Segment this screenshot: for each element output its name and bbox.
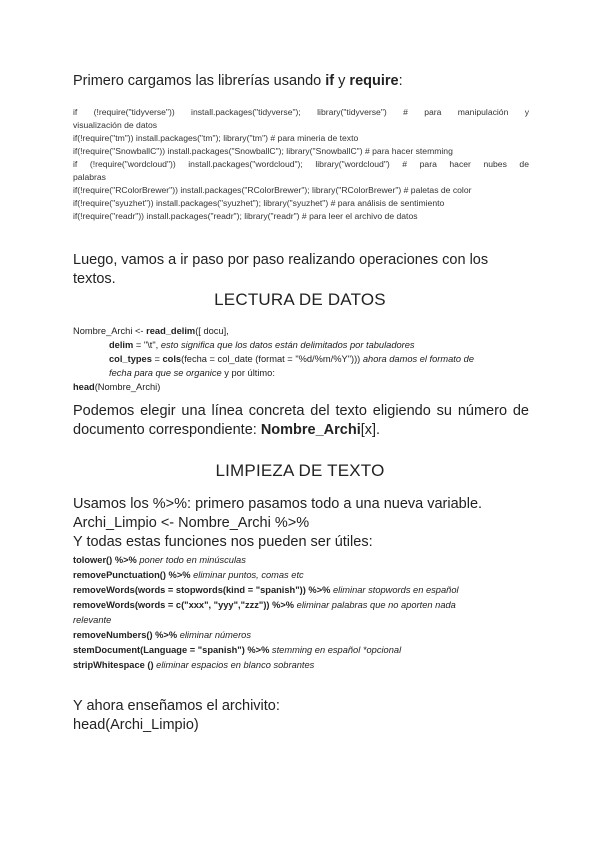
list-item: stemDocument(Language = "spanish") %>% stemming en español *opcional — [73, 645, 402, 655]
intro-mid: y — [334, 73, 350, 89]
code-line: if(!require("readr")) install.packages("readr"); library("readr") # para leer el archivo de datos — [73, 211, 418, 221]
code-line: visualización de datos — [73, 120, 158, 130]
limpieza-paragraph-3: Y todas estas funciones nos pueden ser útiles: — [73, 534, 373, 550]
intro-text: Primero cargamos las librerías usando — [73, 73, 326, 89]
list-item: removeNumbers() %>% eliminar números — [73, 630, 251, 640]
code-line: if(!require("tm")) install.packages("tm"); library("tm") # para mineria de texto — [73, 133, 359, 143]
ending-paragraph-1: Y ahora enseñamos el archivito: — [73, 698, 280, 714]
intro-post: : — [398, 73, 403, 89]
list-item: removeWords(words = c("xxx", "yyy","zzz")) %>% eliminar palabras que no aporten nada — [73, 600, 456, 610]
lectura-line-2: delim = "\t", esto significa que los datos están delimitados por tabuladores — [109, 340, 415, 350]
list-item: removePunctuation() %>% eliminar puntos, comas etc — [73, 570, 304, 580]
keyword-if: if — [325, 73, 335, 89]
list-item: tolower() %>% poner todo en minúsculas — [73, 555, 246, 565]
lectura-line-3: col_types = cols(fecha = col_date (format = "%d/%m/%Y"))) ahora damos el formato de — [109, 354, 474, 364]
intro-paragraph — [73, 72, 529, 91]
lectura-line-4: fecha para que se organice y por último: — [109, 368, 275, 378]
fn-read-delim: read_delim — [146, 326, 196, 336]
code-line: if (!require("wordcloud")) install.packages("wordcloud"); library("wordcloud") # para hacer nubes de — [73, 159, 529, 169]
code-line: if(!require("SnowballC")) install.packages("SnowballC"); library("SnowballC") # para hacer stemming — [73, 146, 453, 156]
lectura-code — [73, 324, 529, 394]
keyword-require: require — [349, 73, 399, 89]
luego-paragraph: Luego, vamos a ir paso por paso realizando operaciones con los textos. — [73, 252, 489, 287]
lectura-line-5: head(Nombre_Archi) — [73, 382, 161, 392]
code-line: if(!require("RColorBrewer")) install.packages("RColorBrewer"); library("RColorBrewer") # paletas de color — [73, 185, 472, 195]
code-line: if(!require("syuzhet")) install.packages("syuzhet"); library("syuzhet") # para análisis de sentimiento — [73, 198, 445, 208]
heading-limpieza: LIMPIEZA DE TEXTO — [215, 461, 385, 480]
limpieza-paragraph-1: Usamos los %>%: primero pasamos todo a una nueva variable. — [73, 496, 483, 512]
heading-lectura: LECTURA DE DATOS — [214, 290, 386, 309]
code-line: if (!require("tidyverse")) install.packages("tidyverse"); library("tidyverse") # para manipulación y — [73, 107, 529, 117]
list-item: removeWords(words = stopwords(kind = "spanish")) %>% eliminar stopwords en español — [73, 585, 459, 595]
lectura-line-1: Nombre_Archi <- read_delim([ docu], — [73, 326, 229, 336]
list-item: stripWhitespace () eliminar espacios en blanco sobrantes — [73, 660, 315, 670]
library-code-block — [73, 106, 529, 223]
podemos-paragraph: Podemos elegir una línea concreta del texto eligiendo su número de documento correspondiente: Nombre_Archi[x]. — [73, 403, 529, 438]
code-line: palabras — [73, 172, 106, 182]
function-list — [73, 553, 533, 673]
limpieza-paragraph-2: Archi_Limpio <- Nombre_Archi %>% — [73, 515, 310, 531]
ending-paragraph-2: head(Archi_Limpio) — [73, 717, 199, 733]
list-item: relevante — [73, 615, 112, 625]
